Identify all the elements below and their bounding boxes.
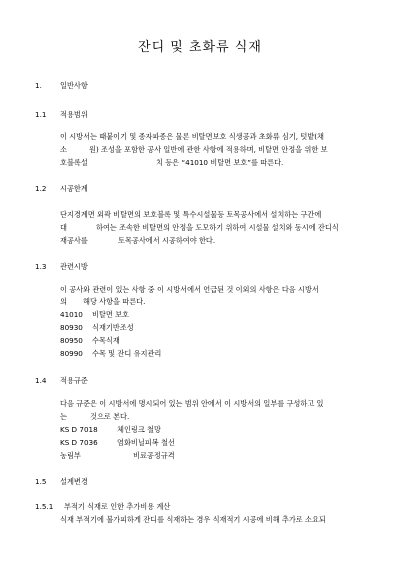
- section-1-5-1-number: 1.5.1: [35, 502, 54, 511]
- section-1-4-heading: 적용규준: [60, 376, 88, 385]
- section-1-1-number: 1.1: [35, 110, 47, 119]
- standard-name: 체인링크 철망: [117, 425, 161, 434]
- section-1-3-number: 1.3: [35, 262, 47, 271]
- section-1-2-line-3b: 토목공사에서 시공하여야 한다.: [118, 236, 216, 245]
- section-1-4-line-2b: 것으로 본다.: [90, 412, 130, 421]
- ref-code: 41010: [60, 310, 83, 319]
- section-1-1-line-2b: 원) 조성을 포함한 공사 일반에 관한 사항에 적용하며, 비탈면 안정을 위한 보: [89, 145, 328, 154]
- section-1-1-line-2a: 소: [60, 145, 67, 154]
- section-1-5-number: 1.5: [35, 477, 47, 486]
- section-1-3-line-2b: 해당 사항을 따른다.: [83, 297, 146, 306]
- ref-code: 80930: [60, 323, 83, 332]
- ref-name: 수목식재: [92, 336, 120, 345]
- section-1-2-heading: 시공한계: [60, 184, 88, 193]
- section-1-1-line-3b: 치 등은 “41010 비탈면 보호”를 따른다.: [156, 158, 284, 167]
- standard-name: 염화비닐피복 철선: [117, 438, 175, 447]
- section-1-5-1-line-1: 식재 부적기에 불가피하게 잔디를 식재하는 경우 식재적기 시공에 비해 추가로 소요되: [60, 515, 326, 524]
- ref-code: 80990: [60, 349, 83, 358]
- section-1-3-line-1: 이 공사와 관련이 있는 사항 중 이 시방서에서 언급된 것 이외의 사항은 다음 시방서: [60, 285, 319, 294]
- section-1-2-line-1: 단지경계면 외곽 비탈면의 보호블록 및 특수시설물등 토목공사에서 설치하는 구간에: [60, 210, 322, 219]
- section-1-1-heading: 적용범위: [60, 110, 88, 119]
- ref-name: 식재기반조성: [92, 323, 134, 332]
- standard-code: 농림부: [60, 451, 81, 460]
- document-title: 잔디 및 초화류 식재: [138, 40, 262, 55]
- section-1-5-1-heading: 부적기 식재로 인한 추가비용 계산: [64, 502, 171, 511]
- ref-code: 80950: [60, 336, 83, 345]
- standard-name: 비료공정규격: [133, 451, 175, 460]
- section-1-3-heading: 관련시방: [60, 262, 88, 271]
- ref-name: 비탈면 보호: [92, 310, 130, 319]
- section-1-number: 1.: [35, 81, 42, 90]
- section-1-4-line-2a: 는: [60, 412, 67, 421]
- section-1-1-line-3a: 호블록설: [60, 158, 88, 167]
- standard-code: KS D 7036: [60, 438, 98, 447]
- section-1-1-line-1: 이 시방서는 때붙이기 및 종자파종은 물론 비탈면보호 식생공과 초화류 심기, 텃밭(채: [60, 132, 325, 141]
- section-1-2-line-3a: 재공사를: [60, 236, 88, 245]
- section-1-2-number: 1.2: [35, 184, 47, 193]
- standard-code: KS D 7018: [60, 425, 98, 434]
- section-1-4-line-1: 다음 규준은 이 시방서에 명시되어 있는 범위 안에서 이 시방서의 일부를 구성하고 있: [60, 399, 324, 408]
- section-1-2-line-2b: 하여는 조속한 비탈면의 안정을 도모하기 위하여 시설물 설치와 동시에 잔디식: [96, 223, 339, 232]
- ref-name: 수목 및 잔디 유지관리: [92, 349, 162, 358]
- section-1-heading: 일반사항: [60, 81, 88, 90]
- section-1-5-heading: 설계변경: [60, 477, 88, 486]
- section-1-2-line-2a: 대: [60, 223, 67, 232]
- section-1-3-line-2a: 의: [60, 297, 67, 306]
- section-1-4-number: 1.4: [35, 376, 47, 385]
